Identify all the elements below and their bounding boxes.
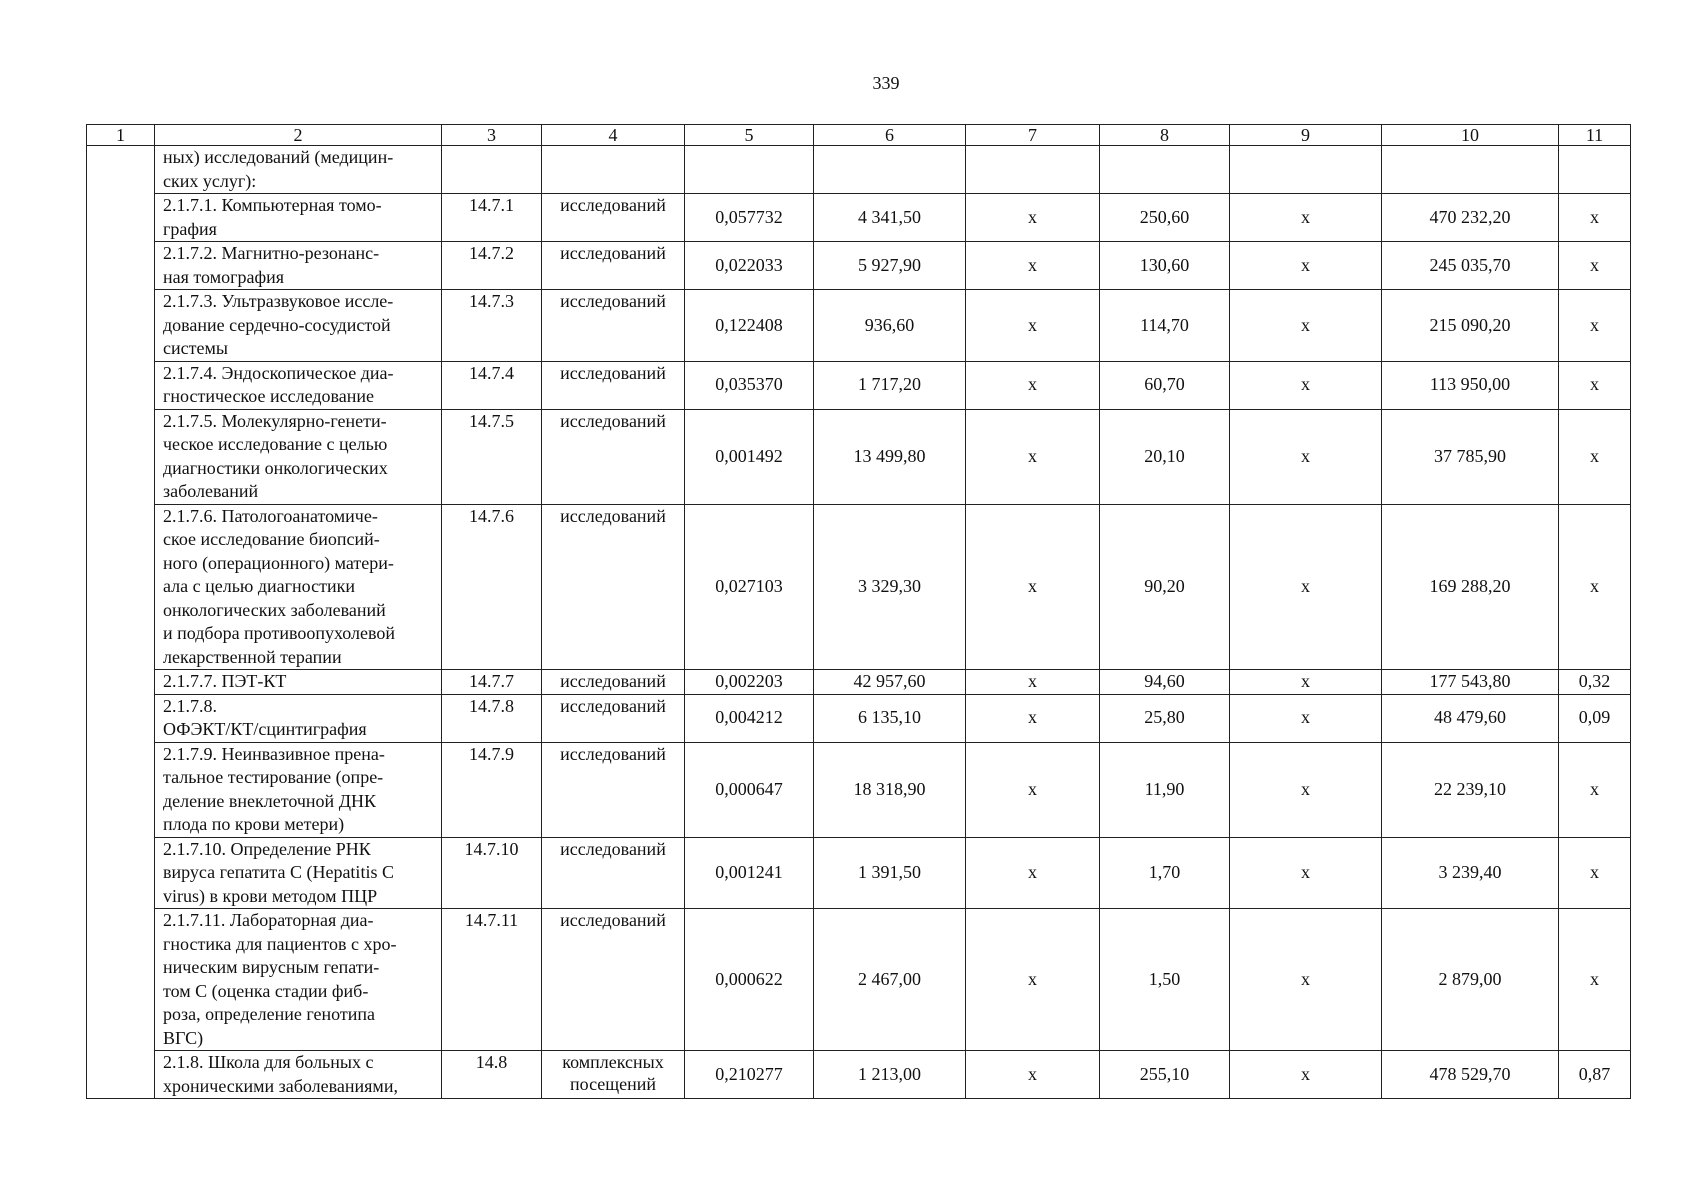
coefficient-cell: 0,001492 bbox=[685, 409, 814, 504]
table-body bbox=[87, 125, 1631, 1099]
description-line: лекарственной терапии bbox=[163, 646, 342, 667]
x-cell: x bbox=[1230, 670, 1382, 695]
coefficient-cell: 0,035370 bbox=[685, 361, 814, 409]
sum-cell: 169 288,20 bbox=[1382, 504, 1559, 670]
share-cell: x bbox=[1559, 837, 1631, 909]
description-line: плода по крови метери) bbox=[163, 814, 345, 834]
standard-cell: 13 499,80 bbox=[814, 409, 966, 504]
unit-line: комплексных bbox=[562, 1052, 664, 1072]
description-cell bbox=[155, 694, 442, 742]
column-number-row bbox=[87, 125, 1631, 146]
description-line: ВГС) bbox=[163, 1027, 204, 1048]
description-line: 2.1.7.11. Лабораторная диа- bbox=[163, 910, 374, 930]
coefficient-cell: 0,057732 bbox=[685, 194, 814, 242]
column-number: 9 bbox=[1230, 125, 1382, 146]
description-line: ного (операционного) матери- bbox=[163, 552, 394, 573]
description-line: 2.1.7.2. Магнитно-резонанс- bbox=[163, 243, 380, 263]
standard-cell: 2 467,00 bbox=[814, 909, 966, 1051]
description-line: 2.1.7.6. Патологоанатомиче- bbox=[163, 505, 378, 526]
value-cell: 255,10 bbox=[1100, 1051, 1230, 1099]
description-cell bbox=[155, 504, 442, 670]
value-cell: 11,90 bbox=[1100, 742, 1230, 837]
description-line: ских услуг): bbox=[163, 170, 257, 191]
standard-cell: 42 957,60 bbox=[814, 670, 966, 695]
value-cell: 94,60 bbox=[1100, 670, 1230, 695]
description-line: virus) в крови методом ПЦР bbox=[163, 885, 378, 906]
value-cell: 250,60 bbox=[1100, 194, 1230, 242]
description-cell bbox=[155, 361, 442, 409]
coefficient-cell: 0,001241 bbox=[685, 837, 814, 909]
standard-cell: 3 329,30 bbox=[814, 504, 966, 670]
standard-cell: 936,60 bbox=[814, 290, 966, 362]
column-number: 6 bbox=[814, 125, 966, 146]
share-cell: x bbox=[1559, 409, 1631, 504]
description-line: гностика для пациентов с хро- bbox=[163, 933, 397, 954]
share-cell: x bbox=[1559, 194, 1631, 242]
unit-line: исследований bbox=[560, 362, 666, 383]
empty-cell bbox=[442, 146, 542, 194]
code-cell: 14.8 bbox=[442, 1051, 542, 1099]
share-cell: x bbox=[1559, 242, 1631, 290]
column-number: 11 bbox=[1559, 125, 1631, 146]
unit-line: посещений bbox=[569, 1074, 657, 1094]
continuation-row bbox=[87, 146, 1631, 194]
section-number-cell bbox=[87, 146, 155, 1099]
empty-cell bbox=[542, 146, 685, 194]
code-cell: 14.7.11 bbox=[442, 909, 542, 1051]
column-number: 4 bbox=[542, 125, 685, 146]
empty-cell bbox=[1100, 146, 1230, 194]
standard-cell: 18 318,90 bbox=[814, 742, 966, 837]
description-line: хроническими заболеваниями, bbox=[163, 1075, 398, 1096]
description-line: ческое исследование с целью bbox=[163, 434, 388, 454]
empty-cell bbox=[1382, 146, 1559, 194]
description-line: 2.1.7.3. Ультразвуковое иссле- bbox=[163, 291, 394, 311]
x-cell: x bbox=[966, 837, 1100, 909]
unit-cell bbox=[542, 742, 685, 837]
description-cell bbox=[155, 909, 442, 1051]
table-row bbox=[87, 504, 1631, 670]
code-cell: 14.7.4 bbox=[442, 361, 542, 409]
sum-cell: 22 239,10 bbox=[1382, 742, 1559, 837]
share-cell: 0,32 bbox=[1559, 670, 1631, 695]
coefficient-cell: 0,002203 bbox=[685, 670, 814, 695]
coefficient-cell: 0,210277 bbox=[685, 1051, 814, 1099]
description-cell bbox=[155, 194, 442, 242]
standard-cell: 1 213,00 bbox=[814, 1051, 966, 1099]
description-line: ническим вирусным гепати- bbox=[163, 957, 380, 977]
code-cell: 14.7.5 bbox=[442, 409, 542, 504]
description-line: ское исследование биопсий- bbox=[163, 529, 380, 549]
table-row bbox=[87, 1051, 1631, 1099]
x-cell: x bbox=[966, 504, 1100, 670]
sum-cell: 245 035,70 bbox=[1382, 242, 1559, 290]
description-line: ала с целью диагностики bbox=[163, 576, 355, 596]
coefficient-cell: 0,022033 bbox=[685, 242, 814, 290]
description-line: 2.1.7.7. ПЭТ-КТ bbox=[163, 671, 287, 691]
share-cell: x bbox=[1559, 361, 1631, 409]
unit-line: исследований bbox=[560, 695, 666, 716]
x-cell: x bbox=[1230, 909, 1382, 1051]
standard-cell: 1 717,20 bbox=[814, 361, 966, 409]
empty-cell bbox=[1230, 146, 1382, 194]
column-number: 8 bbox=[1100, 125, 1230, 146]
unit-line: исследований bbox=[560, 410, 666, 431]
table-row bbox=[87, 290, 1631, 362]
empty-cell bbox=[685, 146, 814, 194]
description-cell bbox=[155, 670, 442, 695]
column-number: 5 bbox=[685, 125, 814, 146]
description-line: 2.1.7.5. Молекулярно-генети- bbox=[163, 410, 387, 431]
x-cell: x bbox=[966, 409, 1100, 504]
code-cell: 14.7.6 bbox=[442, 504, 542, 670]
x-cell: x bbox=[966, 242, 1100, 290]
column-number: 2 bbox=[155, 125, 442, 146]
sum-cell: 3 239,40 bbox=[1382, 837, 1559, 909]
sum-cell: 478 529,70 bbox=[1382, 1051, 1559, 1099]
description-line: графия bbox=[163, 218, 217, 239]
table-row bbox=[87, 694, 1631, 742]
share-cell: x bbox=[1559, 909, 1631, 1051]
table-row bbox=[87, 361, 1631, 409]
unit-line: исследований bbox=[560, 195, 666, 215]
x-cell: x bbox=[1230, 242, 1382, 290]
standard-cell: 4 341,50 bbox=[814, 194, 966, 242]
description-line: вируса гепатита С (Hepatitis C bbox=[163, 862, 394, 882]
coefficient-cell: 0,122408 bbox=[685, 290, 814, 362]
code-cell: 14.7.7 bbox=[442, 670, 542, 695]
x-cell: x bbox=[966, 694, 1100, 742]
coefficient-cell: 0,000622 bbox=[685, 909, 814, 1051]
standard-cell: 1 391,50 bbox=[814, 837, 966, 909]
unit-line: исследований bbox=[560, 743, 666, 764]
column-number: 3 bbox=[442, 125, 542, 146]
x-cell: x bbox=[966, 742, 1100, 837]
description-line: ных) исследований (медицин- bbox=[163, 147, 394, 167]
x-cell: x bbox=[1230, 504, 1382, 670]
value-cell: 1,50 bbox=[1100, 909, 1230, 1051]
x-cell: x bbox=[1230, 361, 1382, 409]
description-line: онкологических заболеваний bbox=[163, 599, 386, 620]
value-cell: 1,70 bbox=[1100, 837, 1230, 909]
unit-line: исследований bbox=[560, 671, 666, 691]
description-line: тальное тестирование (опре- bbox=[163, 767, 384, 787]
code-cell: 14.7.10 bbox=[442, 837, 542, 909]
x-cell: x bbox=[1230, 742, 1382, 837]
coefficient-cell: 0,027103 bbox=[685, 504, 814, 670]
column-number: 1 bbox=[87, 125, 155, 146]
description-line: и подбора противоопухолевой bbox=[163, 623, 396, 643]
sum-cell: 470 232,20 bbox=[1382, 194, 1559, 242]
value-cell: 25,80 bbox=[1100, 694, 1230, 742]
page-number: 339 bbox=[872, 73, 900, 93]
empty-cell bbox=[1559, 146, 1631, 194]
x-cell: x bbox=[1230, 290, 1382, 362]
value-cell: 130,60 bbox=[1100, 242, 1230, 290]
value-cell: 20,10 bbox=[1100, 409, 1230, 504]
sum-cell: 2 879,00 bbox=[1382, 909, 1559, 1051]
tariff-table bbox=[86, 124, 1631, 1099]
unit-cell bbox=[542, 194, 685, 242]
share-cell: x bbox=[1559, 742, 1631, 837]
description-line: 2.1.7.1. Компьютерная томо- bbox=[163, 195, 382, 215]
unit-cell bbox=[542, 1051, 685, 1099]
description-line: деление внеклеточной ДНК bbox=[163, 790, 376, 811]
description-line: заболеваний bbox=[163, 481, 259, 501]
description-line: ная томография bbox=[163, 266, 285, 287]
description-cell bbox=[155, 242, 442, 290]
empty-cell bbox=[814, 146, 966, 194]
x-cell: x bbox=[1230, 837, 1382, 909]
x-cell: x bbox=[966, 1051, 1100, 1099]
unit-line: исследований bbox=[560, 910, 666, 930]
description-line: системы bbox=[163, 338, 228, 358]
x-cell: x bbox=[1230, 194, 1382, 242]
unit-line: исследований bbox=[560, 505, 666, 526]
description-cell bbox=[155, 742, 442, 837]
x-cell: x bbox=[1230, 694, 1382, 742]
unit-cell bbox=[542, 242, 685, 290]
description-cell bbox=[155, 837, 442, 909]
x-cell: x bbox=[966, 909, 1100, 1051]
sum-cell: 37 785,90 bbox=[1382, 409, 1559, 504]
x-cell: x bbox=[966, 670, 1100, 695]
standard-cell: 5 927,90 bbox=[814, 242, 966, 290]
unit-cell bbox=[542, 670, 685, 695]
description-line: роза, определение генотипа bbox=[163, 1004, 376, 1024]
x-cell: x bbox=[1230, 1051, 1382, 1099]
description-cell bbox=[155, 409, 442, 504]
unit-line: исследований bbox=[560, 838, 666, 859]
share-cell: 0,09 bbox=[1559, 694, 1631, 742]
share-cell: x bbox=[1559, 504, 1631, 670]
share-cell: x bbox=[1559, 290, 1631, 362]
x-cell: x bbox=[966, 361, 1100, 409]
description-line: том С (оценка стадии фиб- bbox=[163, 980, 369, 1001]
share-cell: 0,87 bbox=[1559, 1051, 1631, 1099]
description-line: 2.1.8. Школа для больных с bbox=[163, 1052, 374, 1072]
table-row bbox=[87, 909, 1631, 1051]
unit-cell bbox=[542, 837, 685, 909]
description-line: 2.1.7.10. Определение РНК bbox=[163, 838, 371, 859]
value-cell: 60,70 bbox=[1100, 361, 1230, 409]
description-line: 2.1.7.9. Неинвазивное прена- bbox=[163, 743, 385, 764]
sum-cell: 113 950,00 bbox=[1382, 361, 1559, 409]
description-line: 2.1.7.8. bbox=[163, 695, 217, 716]
unit-cell bbox=[542, 504, 685, 670]
x-cell: x bbox=[966, 290, 1100, 362]
empty-cell bbox=[966, 146, 1100, 194]
code-cell: 14.7.1 bbox=[442, 194, 542, 242]
value-cell: 90,20 bbox=[1100, 504, 1230, 670]
description-line: гностическое исследование bbox=[163, 386, 374, 406]
table-row bbox=[87, 670, 1631, 695]
unit-cell bbox=[542, 290, 685, 362]
code-cell: 14.7.8 bbox=[442, 694, 542, 742]
description-cell bbox=[155, 1051, 442, 1099]
column-number: 7 bbox=[966, 125, 1100, 146]
description-cell bbox=[155, 146, 442, 194]
x-cell: x bbox=[1230, 409, 1382, 504]
table-row bbox=[87, 242, 1631, 290]
code-cell: 14.7.3 bbox=[442, 290, 542, 362]
description-line: дование сердечно-сосудистой bbox=[163, 314, 391, 335]
column-number: 10 bbox=[1382, 125, 1559, 146]
unit-cell bbox=[542, 909, 685, 1051]
sum-cell: 177 543,80 bbox=[1382, 670, 1559, 695]
coefficient-cell: 0,000647 bbox=[685, 742, 814, 837]
table-row bbox=[87, 194, 1631, 242]
value-cell: 114,70 bbox=[1100, 290, 1230, 362]
unit-cell bbox=[542, 361, 685, 409]
unit-line: исследований bbox=[560, 243, 666, 263]
standard-cell: 6 135,10 bbox=[814, 694, 966, 742]
coefficient-cell: 0,004212 bbox=[685, 694, 814, 742]
description-line: 2.1.7.4. Эндоскопическое диа- bbox=[163, 362, 394, 383]
description-cell bbox=[155, 290, 442, 362]
description-line: ОФЭКТ/КТ/сцинтиграфия bbox=[163, 719, 367, 739]
table-row bbox=[87, 409, 1631, 504]
table-row bbox=[87, 742, 1631, 837]
unit-cell bbox=[542, 409, 685, 504]
unit-line: исследований bbox=[560, 291, 666, 311]
code-cell: 14.7.9 bbox=[442, 742, 542, 837]
description-line: диагностики онкологических bbox=[163, 457, 388, 478]
code-cell: 14.7.2 bbox=[442, 242, 542, 290]
table-row bbox=[87, 837, 1631, 909]
x-cell: x bbox=[966, 194, 1100, 242]
unit-cell bbox=[542, 694, 685, 742]
sum-cell: 48 479,60 bbox=[1382, 694, 1559, 742]
sum-cell: 215 090,20 bbox=[1382, 290, 1559, 362]
